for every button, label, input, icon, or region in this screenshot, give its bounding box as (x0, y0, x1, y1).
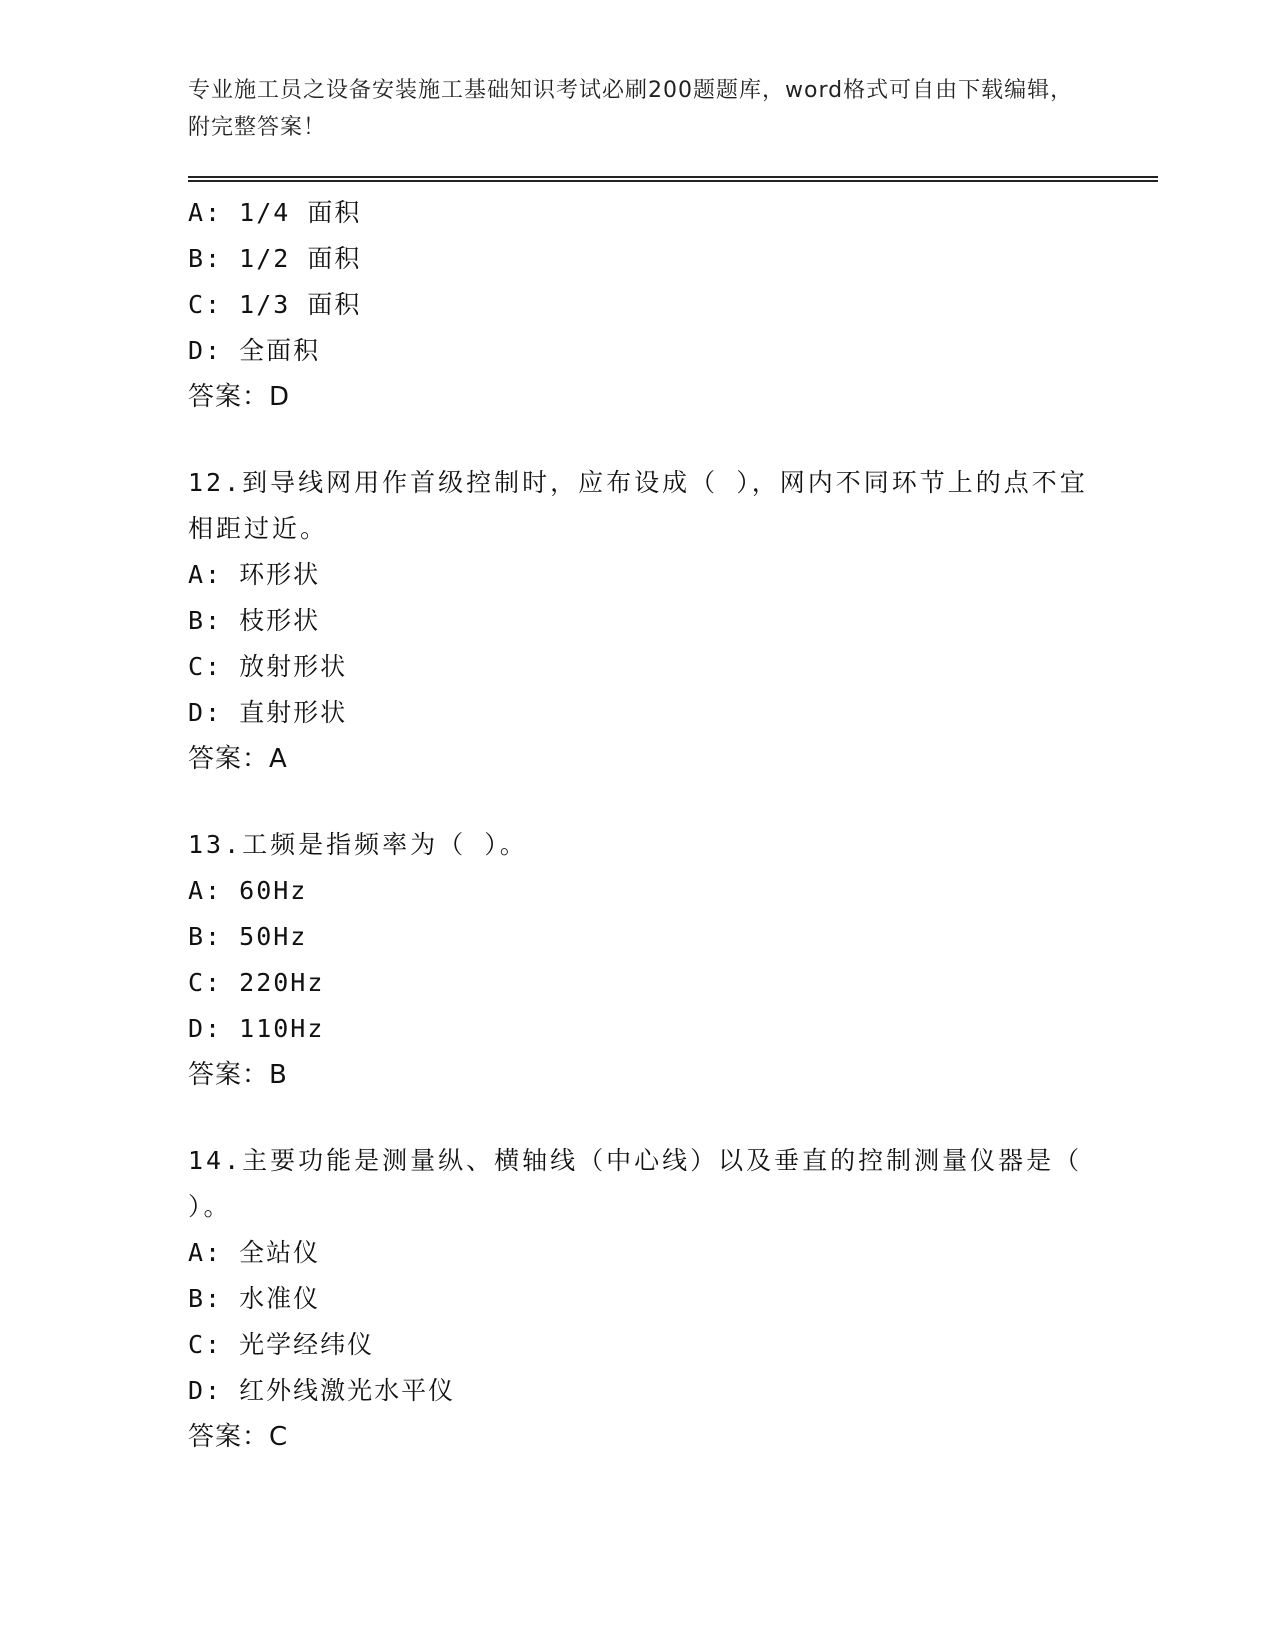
option-a: A: 1/4 面积 (188, 198, 362, 227)
option-d: D: 全面积 (188, 336, 321, 365)
answer-line: 答案：C (188, 1422, 289, 1452)
header-divider (188, 176, 1158, 182)
question-stem: 12.到导线网用作首级控制时，应布设成（ ），网内不同环节上的点不宜相距过近。 (188, 468, 1088, 543)
document-header: 专业施工员之设备安装施工基础知识考试必刷200题题库，word格式可自由下载编辑，附完整答案！ (188, 78, 1074, 140)
option-c: C: 放射形状 (188, 652, 348, 681)
option-d: D: 直射形状 (188, 698, 348, 727)
option-a: A: 环形状 (188, 560, 321, 589)
answer-line: 答案：D (188, 382, 291, 412)
option-d: D: 110Hz (188, 1014, 325, 1043)
document-page (188, 72, 1158, 1460)
option-a: A: 60Hz (188, 876, 308, 905)
option-b: B: 枝形状 (188, 606, 321, 635)
option-d: D: 红外线激光水平仪 (188, 1376, 456, 1405)
option-c: C: 光学经纬仪 (188, 1330, 375, 1359)
option-c: C: 220Hz (188, 968, 325, 997)
question-stem: 13.工频是指频率为（ ）。 (188, 830, 528, 859)
question-block-13 (188, 822, 1158, 1098)
option-c: C: 1/3 面积 (188, 290, 362, 319)
option-b: B: 1/2 面积 (188, 244, 362, 273)
question-block-11 (188, 190, 1158, 420)
question-block-12 (188, 460, 1158, 782)
answer-line: 答案：A (188, 744, 288, 774)
option-a: A: 全站仪 (188, 1238, 321, 1267)
option-b: B: 水准仪 (188, 1284, 321, 1313)
question-block-14 (188, 1138, 1158, 1460)
answer-line: 答案：B (188, 1060, 288, 1090)
question-stem: 14.主要功能是测量纵、横轴线（中心线）以及垂直的控制测量仪器是（ ）。 (188, 1146, 1083, 1221)
option-b: B: 50Hz (188, 922, 308, 951)
